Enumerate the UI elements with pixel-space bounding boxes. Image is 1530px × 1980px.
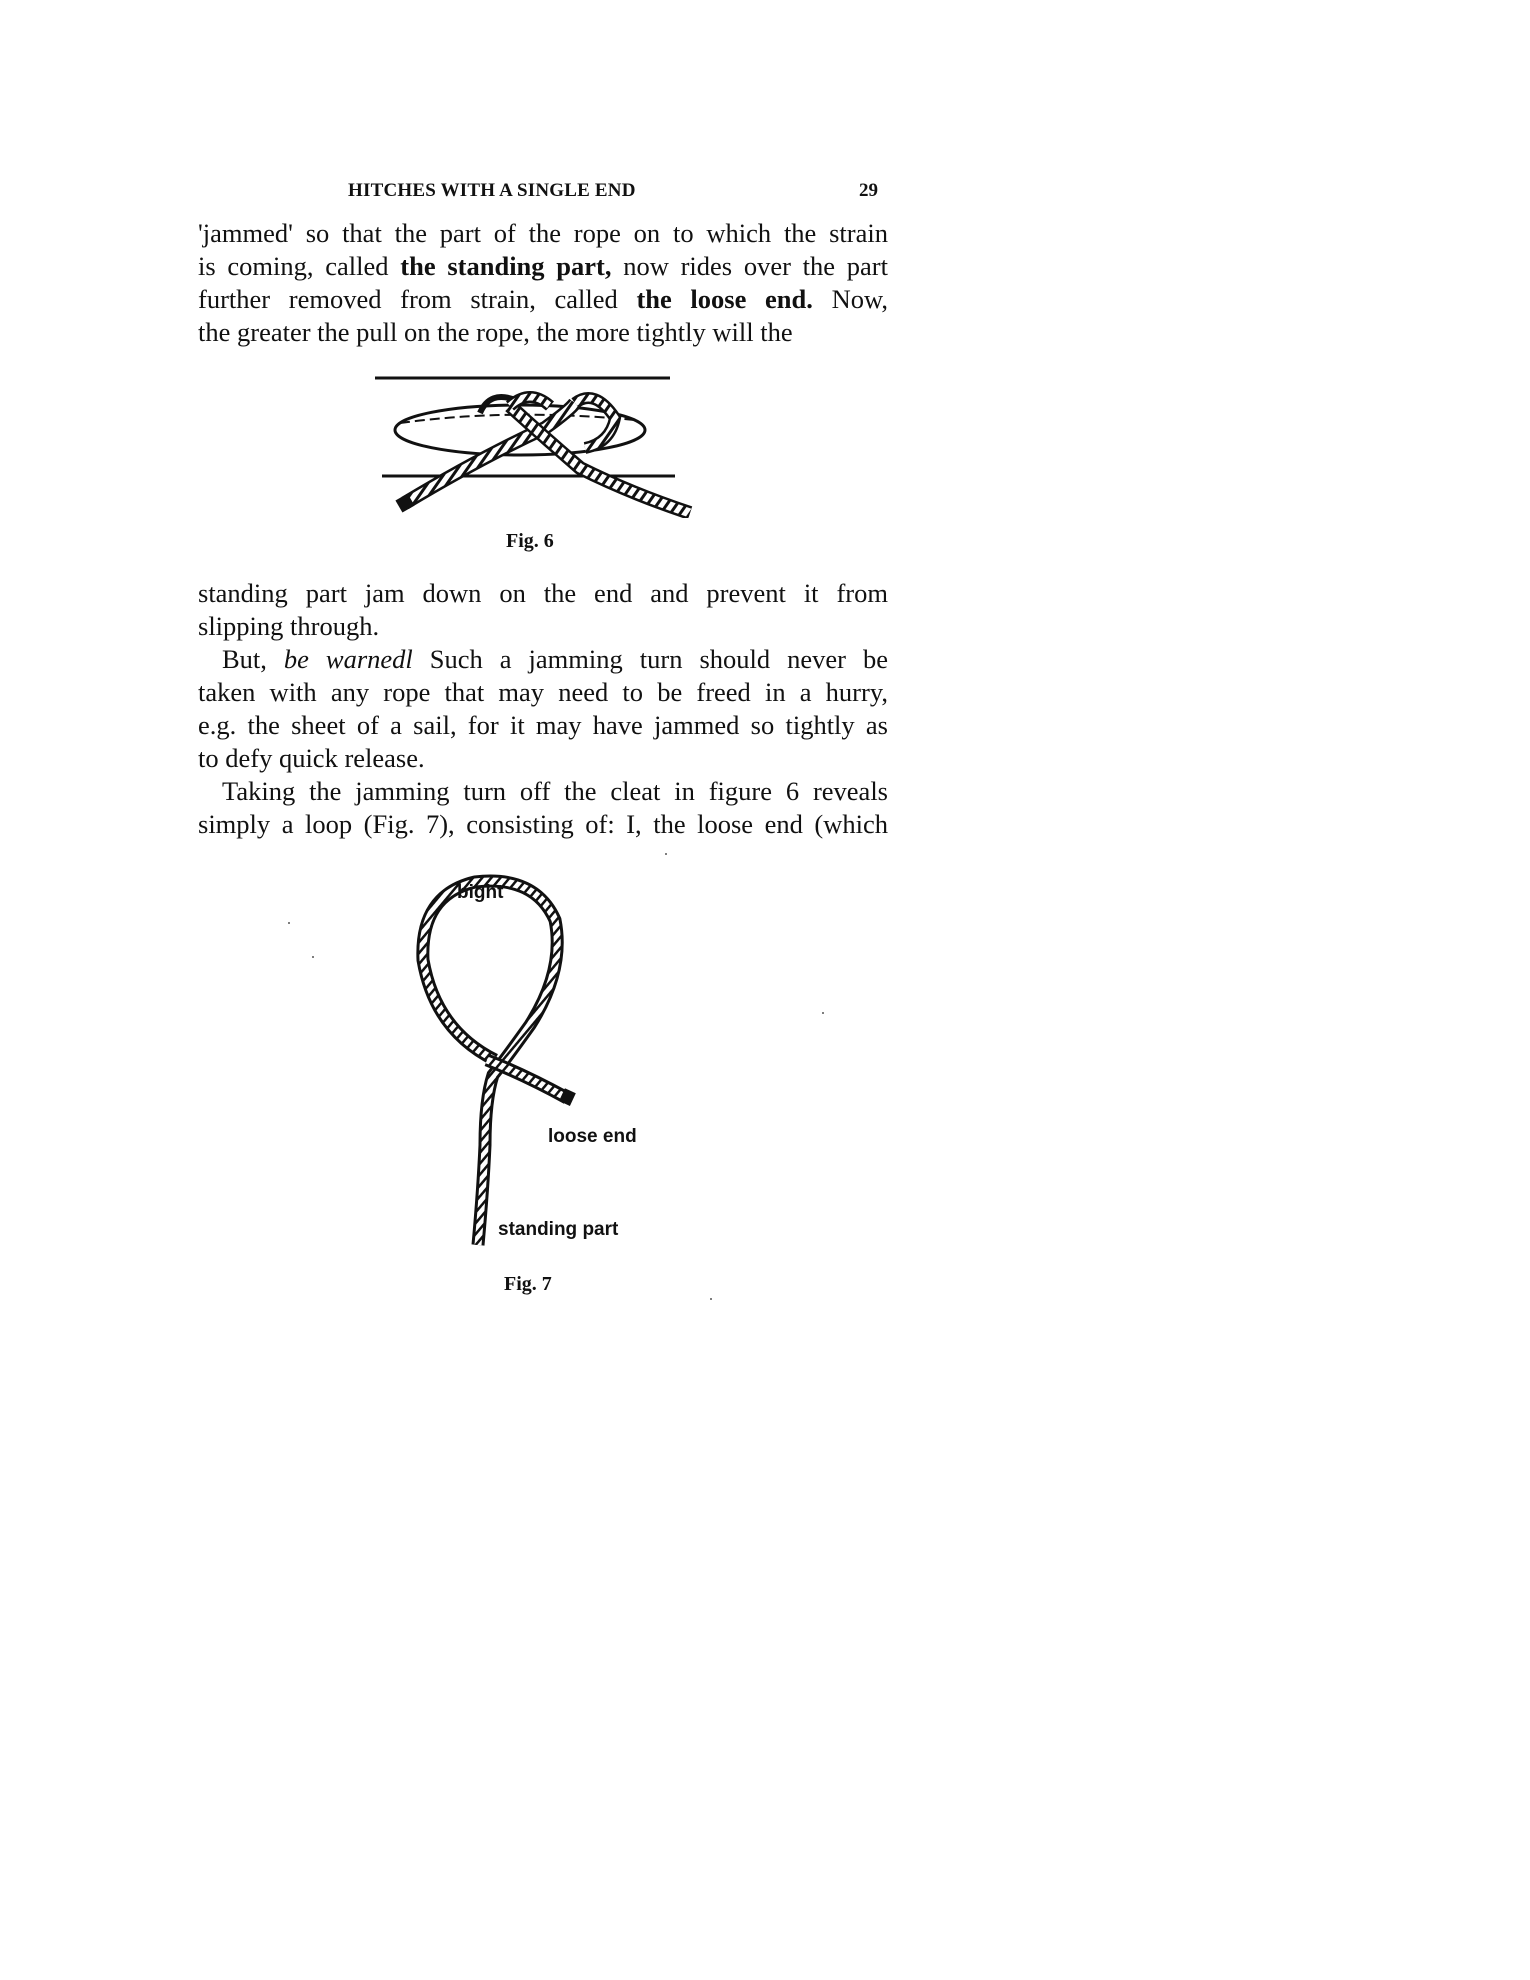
paragraph-3-line-4: to defy quick release. [198, 743, 425, 773]
paragraph-1 [198, 217, 888, 349]
paragraph-1-line-2 [198, 250, 888, 283]
scan-speck [312, 956, 314, 958]
figure-7-loop-illustration [395, 860, 655, 1260]
figure-6-cleat-illustration [370, 368, 700, 518]
label-bight: bight [457, 882, 504, 903]
emphasis-be-warned: be warnedl [283, 644, 413, 674]
paragraph-4 [198, 775, 888, 841]
paragraph-2 [198, 577, 888, 643]
paragraph-3-line-1 [198, 643, 888, 676]
paragraph-3-line-3: e.g. the sheet of a sail, for it may have jammed so tightly as [198, 710, 888, 740]
paragraph-1-line-3 [198, 283, 888, 316]
scan-speck [288, 922, 290, 924]
paragraph-2-line-1: standing part jam down on the end and prevent it from [198, 578, 888, 608]
paragraph-4-line-1: Taking the jamming turn off the cleat in figure 6 reveals [222, 776, 888, 806]
paragraph-1-line-1: 'jammed' so that the part of the rope on to which the strain [198, 218, 888, 248]
paragraph-4-line-2: simply a loop (Fig. 7), consisting of: I, the loose end (which [198, 809, 888, 839]
scan-speck [710, 1298, 712, 1300]
text-span: is coming, called [198, 251, 401, 281]
running-head-title: HITCHES WITH A SINGLE END [348, 180, 636, 201]
figure-6-caption: Fig. 6 [506, 530, 554, 552]
paragraph-2-line-2: slipping through. [198, 611, 380, 641]
label-loose-end: loose end [548, 1126, 637, 1147]
text-span: Now, [812, 284, 889, 314]
running-head [198, 180, 888, 210]
text-span: now rides over the part [611, 251, 888, 281]
term-loose-end: the loose end. [636, 284, 813, 314]
text-span: further removed from strain, called [198, 284, 637, 314]
figure-7-caption: Fig. 7 [504, 1273, 552, 1295]
label-standing-part: standing part [498, 1219, 619, 1240]
paragraph-1-line-4: the greater the pull on the rope, the more tightly will the [198, 317, 793, 347]
term-standing-part: the standing part, [400, 251, 612, 281]
text-span: But, [222, 644, 284, 674]
paragraph-3 [198, 643, 888, 775]
text-span: Such a jamming turn should never be [412, 644, 888, 674]
scan-speck [822, 1012, 824, 1014]
page-number: 29 [859, 180, 878, 201]
scan-speck [665, 853, 667, 855]
paragraph-3-line-2: taken with any rope that may need to be freed in a hurry, [198, 677, 888, 707]
